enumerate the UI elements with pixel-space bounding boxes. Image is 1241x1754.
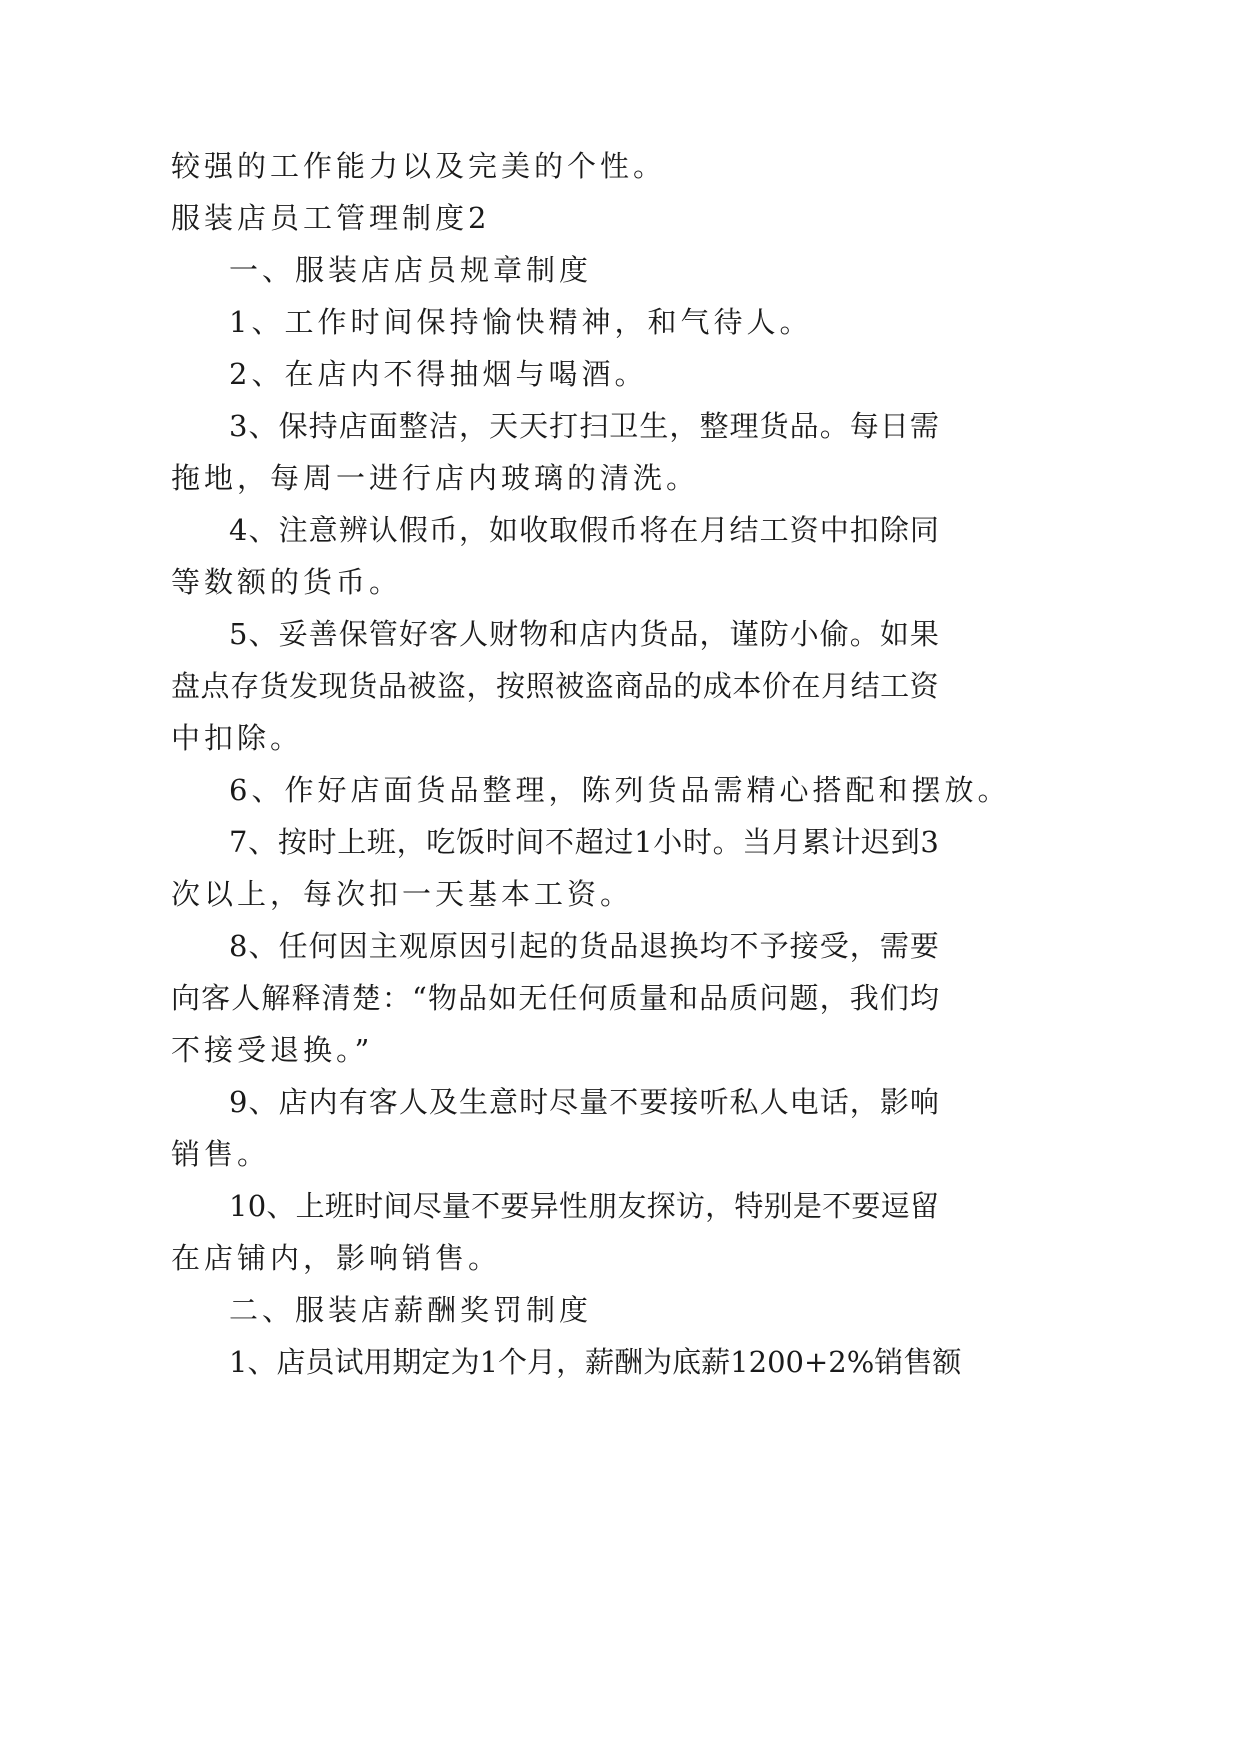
rule-item-continuation: 等数额的货币。 [171,565,403,599]
rule-item: 5 、 妥 善 保 管 好 客 人 财 物 和 店 内 货 品 ， 谨 防 小 偷 。 如 果 [229,617,939,651]
rule-item-continuation: 次以上，每次扣一天基本工资。 [171,877,634,911]
rule-item: 1 0 、 上 班 时 间 尽 量 不 要 异 性 朋 友 探 访 ， 特 别 是 不 要 逗 留 [229,1189,939,1223]
subsection-heading: 一、服装店店员规章制度 [229,253,593,287]
rule-item-continuation: 拖地，每周一进行店内玻璃的清洗。 [171,461,700,495]
rule-item-continuation: 中扣除。 [171,721,304,755]
subsection-heading: 二、服装店薪酬奖罚制度 [229,1293,593,1327]
rule-item: 4 、 注 意 辨 认 假 币 ， 如 收 取 假 币 将 在 月 结 工 资 中 扣 除 同 [229,513,939,547]
rule-item: 1、工作时间保持愉快精神，和气待人。 [229,305,813,339]
rule-item: 7 、 按 时 上 班 ， 吃 饭 时 间 不 超 过 1 小 时 。 当 月 累 计 迟 到 3 [229,825,939,859]
rule-item: 1 、 店 员 试 用 期 定 为 1 个 月 ， 薪 酬 为 底 薪 1 2 0 0 + 2 % 销 售 额 [229,1345,962,1379]
rule-item-continuation: 不接受退换。” [171,1033,374,1067]
rule-item: 9 、 店 内 有 客 人 及 生 意 时 尽 量 不 要 接 听 私 人 电 话 ， 影 响 [229,1085,939,1119]
section-title: 服装店员工管理制度2 [171,201,491,235]
rule-item: 8 、 任 何 因 主 观 原 因 引 起 的 货 品 退 换 均 不 予 接 受 ， 需 要 [229,929,939,963]
rule-item: 6、作好店面货品整理，陈列货品需精心搭配和摆放。 [229,773,1011,807]
body-text-line: 较强的工作能力以及完美的个性。 [171,149,667,183]
rule-item-continuation: 向 客 人 解 释 清 楚 ： “ 物 品 如 无 任 何 质 量 和 品 质 问 题 ， 我 们 均 [171,981,939,1015]
rule-item-continuation: 销售。 [171,1137,271,1171]
rule-item: 2、在店内不得抽烟与喝酒。 [229,357,648,391]
rule-item: 3 、 保 持 店 面 整 洁 ， 天 天 打 扫 卫 生 ， 整 理 货 品 。 每 日 需 [229,409,939,443]
rule-item-continuation: 盘 点 存 货 发 现 货 品 被 盗 ， 按 照 被 盗 商 品 的 成 本 价 在 月 结 工 资 [171,669,939,703]
rule-item-continuation: 在店铺内，影响销售。 [171,1241,502,1275]
